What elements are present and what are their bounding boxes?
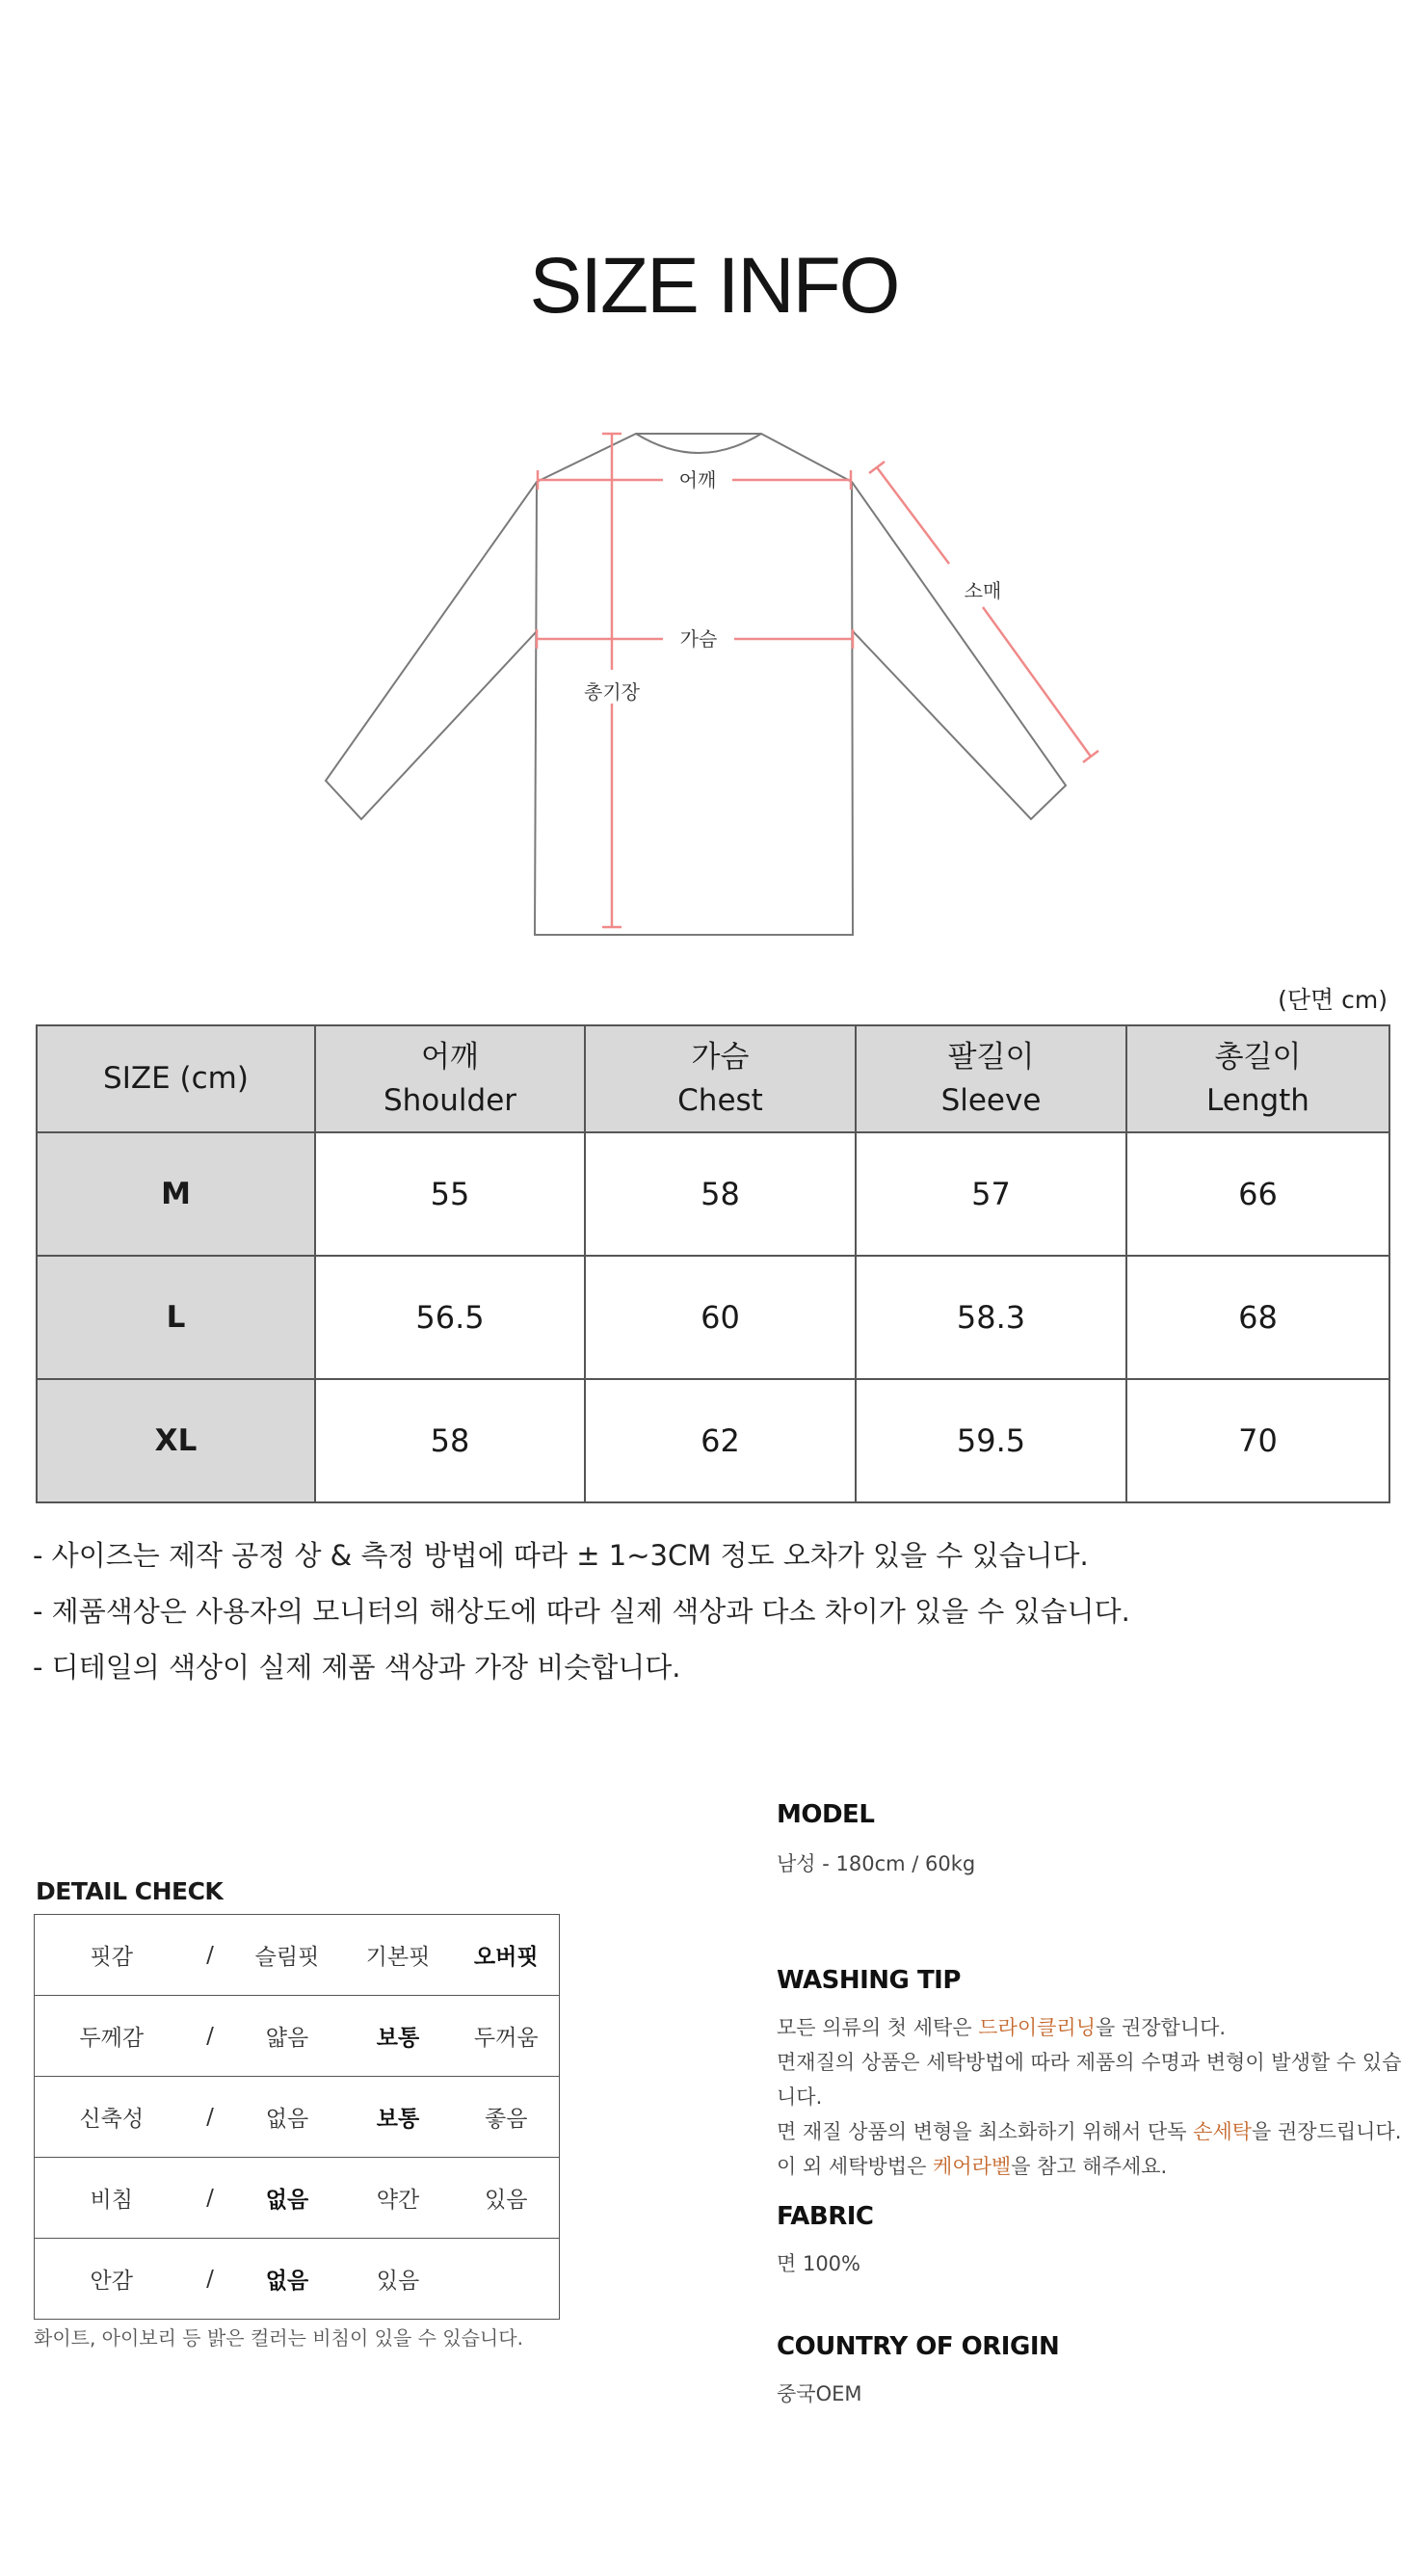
fabric-heading: FABRIC	[777, 2202, 874, 2231]
table-row	[37, 1132, 1389, 1256]
detail-separator: /	[189, 1996, 232, 2077]
value-cell: 58.3	[856, 1256, 1126, 1379]
unit-note: (단면 cm)	[1278, 986, 1388, 1014]
detail-separator: /	[189, 2077, 232, 2158]
value-cell: 62	[585, 1379, 856, 1502]
washing-tip-heading: WASHING TIP	[777, 1966, 961, 1995]
model-section	[777, 1800, 1413, 1881]
washing-line: 모든 의류의 첫 세탁은 드라이클리닝을 권장합니다.	[777, 2016, 1227, 2039]
detail-option: 좋음	[454, 2077, 560, 2158]
shirt-body-outline	[535, 434, 853, 935]
shirt-outline-illustration	[308, 414, 1137, 954]
size-cell: L	[37, 1256, 315, 1379]
detail-label: 두께감	[35, 1996, 189, 2077]
detail-check-row	[35, 1915, 560, 1996]
value-cell: 68	[1126, 1256, 1389, 1379]
detail-option: 없음	[232, 2158, 343, 2239]
size-table-corner: SIZE (cm)	[37, 1025, 315, 1132]
detail-option: 슬림핏	[232, 1915, 343, 1996]
detail-option: 없음	[232, 2077, 343, 2158]
size-cell: XL	[37, 1379, 315, 1502]
washing-line: 면재질의 상품은 세탁방법에 따라 제품의 수명과 변형이 발생할 수 있습니다.	[777, 2051, 1402, 2109]
table-row	[37, 1256, 1389, 1379]
origin-heading: COUNTRY OF ORIGIN	[777, 2332, 1060, 2361]
detail-label: 핏감	[35, 1915, 189, 1996]
detail-label: 안감	[35, 2239, 189, 2320]
origin-text: 중국OEM	[777, 2382, 862, 2405]
detail-check-table	[34, 1914, 560, 2320]
shoulder-label: 어깨	[678, 468, 717, 491]
detail-check-row	[35, 2239, 560, 2320]
garment-measurement-diagram	[308, 414, 1137, 954]
detail-check-note: 화이트, 아이보리 등 밝은 컬러는 비침이 있을 수 있습니다.	[34, 2326, 523, 2350]
detail-label: 신축성	[35, 2077, 189, 2158]
detail-option: 보통	[343, 1996, 454, 2077]
detail-check-row	[35, 2077, 560, 2158]
note-line: - 디테일의 색상이 실제 제품 색상과 가장 비슷합니다.	[33, 1651, 681, 1684]
detail-option: 보통	[343, 2077, 454, 2158]
detail-option: 두꺼움	[454, 1996, 560, 2077]
detail-option: 있음	[343, 2239, 454, 2320]
sleeve-measure-line-bottom	[983, 607, 1091, 757]
detail-option: 얇음	[232, 1996, 343, 2077]
value-cell: 57	[856, 1132, 1126, 1256]
value-cell: 70	[1126, 1379, 1389, 1502]
detail-check-row	[35, 2158, 560, 2239]
size-cell: M	[37, 1132, 315, 1256]
value-cell: 58	[585, 1132, 856, 1256]
sleeve-measure-tick-top	[869, 462, 885, 473]
sleeve-label: 소매	[964, 579, 1002, 602]
detail-option: 있음	[454, 2158, 560, 2239]
fabric-section	[777, 2202, 1413, 2281]
value-cell: 58	[315, 1379, 585, 1502]
size-table-header	[37, 1025, 1389, 1132]
highlight-care-label: 케어라벨	[933, 2155, 1012, 2178]
table-row	[37, 1379, 1389, 1502]
value-cell: 66	[1126, 1132, 1389, 1256]
sleeve-measure-tick-bottom	[1083, 751, 1098, 762]
note-line: - 사이즈는 제작 공정 상 & 측정 방법에 따라 ± 1~3CM 정도 오차가 있을 수 있습니다.	[33, 1539, 1089, 1572]
length-label: 총기장	[584, 680, 640, 704]
origin-section	[777, 2332, 1413, 2411]
highlight-hand-wash: 손세탁	[1193, 2120, 1253, 2143]
size-table	[36, 1024, 1390, 1503]
value-cell: 56.5	[315, 1256, 585, 1379]
right-sleeve-outline	[852, 482, 1066, 819]
chest-label: 가슴	[679, 627, 718, 651]
column-header-chest: 가슴 Chest	[585, 1025, 856, 1132]
size-notes	[33, 1527, 1401, 1695]
washing-tip-section	[777, 1966, 1413, 2184]
note-line: - 제품색상은 사용자의 모니터의 해상도에 따라 실제 색상과 다소 차이가 있을 수 있습니다.	[33, 1595, 1130, 1628]
column-header-sleeve: 팔길이 Sleeve	[856, 1025, 1126, 1132]
detail-option: 없음	[232, 2239, 343, 2320]
detail-separator: /	[189, 2239, 232, 2320]
value-cell: 55	[315, 1132, 585, 1256]
detail-separator: /	[189, 2158, 232, 2239]
detail-check-row	[35, 1996, 560, 2077]
value-cell: 59.5	[856, 1379, 1126, 1502]
sleeve-measure-line-top	[877, 467, 949, 564]
detail-option: 오버핏	[454, 1915, 560, 1996]
model-text: 남성 - 180cm / 60kg	[777, 1852, 976, 1875]
column-header-shoulder: 어깨 Shoulder	[315, 1025, 585, 1132]
column-header-length: 총길이 Length	[1126, 1025, 1389, 1132]
fabric-text: 면 100%	[777, 2252, 860, 2275]
left-sleeve-outline	[326, 482, 537, 819]
detail-option: 약간	[343, 2158, 454, 2239]
model-heading: MODEL	[777, 1800, 875, 1829]
washing-line: 면 재질 상품의 변형을 최소화하기 위해서 단독 손세탁을 권장드립니다.	[777, 2120, 1402, 2143]
detail-separator: /	[189, 1915, 232, 1996]
detail-option	[454, 2239, 560, 2320]
detail-option: 기본핏	[343, 1915, 454, 1996]
value-cell: 60	[585, 1256, 856, 1379]
washing-line: 이 외 세탁방법은 케어라벨을 참고 해주세요.	[777, 2155, 1168, 2178]
detail-check-title: DETAIL CHECK	[36, 1877, 224, 1905]
highlight-dry-cleaning: 드라이클리닝	[978, 2016, 1096, 2039]
neckline	[636, 434, 761, 453]
detail-label: 비침	[35, 2158, 189, 2239]
page-title: SIZE INFO	[529, 242, 899, 330]
